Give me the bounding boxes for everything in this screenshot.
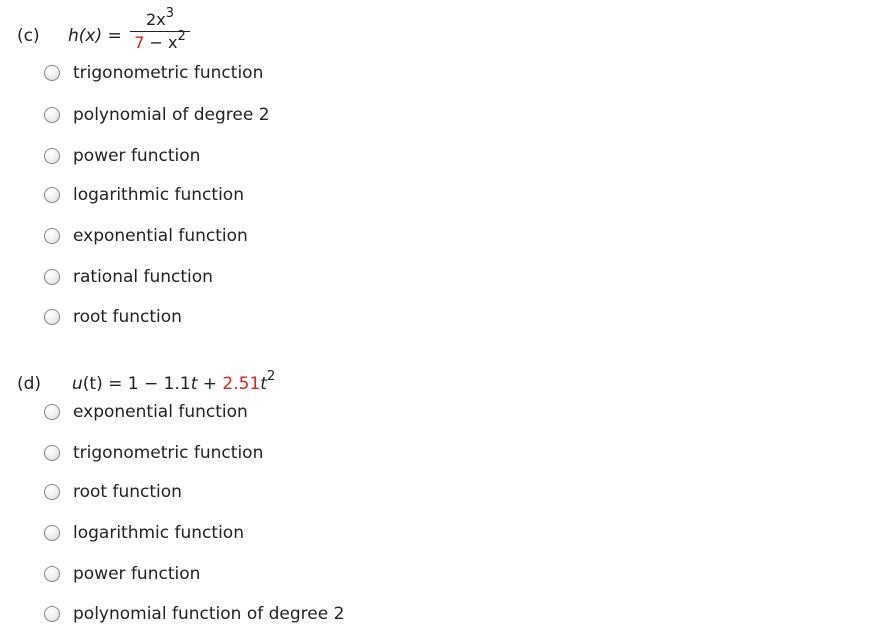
part-d-option[interactable] bbox=[44, 603, 344, 625]
part-c-option[interactable] bbox=[44, 306, 182, 328]
part-c-numerator-exponent: 3 bbox=[165, 5, 174, 21]
part-c-denominator bbox=[130, 28, 190, 53]
part-d-option[interactable] bbox=[44, 522, 244, 544]
option-label: rational function bbox=[73, 267, 213, 287]
part-c-denominator-constant: 7 bbox=[134, 33, 145, 52]
part-c-option[interactable] bbox=[44, 225, 248, 247]
part-c-fraction bbox=[130, 5, 190, 53]
part-d-equation bbox=[72, 369, 276, 394]
option-label: exponential function bbox=[73, 402, 248, 422]
part-d-option[interactable] bbox=[44, 481, 182, 503]
option-label: trigonometric function bbox=[73, 63, 264, 83]
part-c-denominator-exponent: 2 bbox=[177, 28, 186, 44]
radio-button[interactable] bbox=[44, 187, 60, 203]
part-c-option[interactable] bbox=[44, 266, 213, 288]
part-d-option[interactable] bbox=[44, 401, 248, 423]
radio-button[interactable] bbox=[44, 228, 60, 244]
part-c-function-lhs bbox=[68, 26, 122, 46]
part-c-lhs-text: h(x) = bbox=[68, 26, 122, 46]
option-label: logarithmic function bbox=[73, 523, 244, 543]
radio-button[interactable] bbox=[44, 269, 60, 285]
part-d-exponent: 2 bbox=[266, 369, 276, 385]
part-d-function-name: u bbox=[72, 374, 83, 394]
part-c-option[interactable] bbox=[44, 184, 244, 206]
radio-button[interactable] bbox=[44, 404, 60, 420]
part-d-plus: + bbox=[197, 374, 223, 394]
radio-button[interactable] bbox=[44, 445, 60, 461]
part-d-coefficient: 2.51 bbox=[222, 374, 261, 394]
option-label: polynomial of degree 2 bbox=[73, 105, 270, 125]
radio-button[interactable] bbox=[44, 148, 60, 164]
option-label: trigonometric function bbox=[73, 443, 264, 463]
option-label: logarithmic function bbox=[73, 185, 244, 205]
radio-button[interactable] bbox=[44, 566, 60, 582]
part-c-denominator-rest: − x bbox=[144, 33, 178, 52]
radio-button[interactable] bbox=[44, 65, 60, 81]
radio-button[interactable] bbox=[44, 309, 60, 325]
option-label: root function bbox=[73, 482, 182, 502]
option-label: root function bbox=[73, 307, 182, 327]
radio-button[interactable] bbox=[44, 107, 60, 123]
radio-button[interactable] bbox=[44, 484, 60, 500]
option-label: power function bbox=[73, 146, 201, 166]
part-d-option[interactable] bbox=[44, 442, 263, 464]
option-label: power function bbox=[73, 564, 201, 584]
part-d-variable-t2: t bbox=[260, 374, 267, 394]
radio-button[interactable] bbox=[44, 525, 60, 541]
part-d-function-arg: (t) bbox=[82, 374, 103, 394]
part-c-option[interactable] bbox=[44, 104, 270, 126]
part-d-option[interactable] bbox=[44, 563, 200, 585]
part-c-option[interactable] bbox=[44, 145, 200, 167]
part-d-variable-t: t bbox=[190, 374, 198, 394]
part-c-numerator-base: 2x bbox=[146, 10, 166, 29]
part-d-label: (d) bbox=[17, 374, 42, 394]
part-c-option[interactable] bbox=[44, 62, 263, 84]
part-c-label: (c) bbox=[17, 26, 40, 46]
option-label: polynomial function of degree 2 bbox=[73, 604, 345, 624]
option-label: exponential function bbox=[73, 226, 248, 246]
part-d-equation-part1: = 1 − 1.1 bbox=[102, 374, 191, 394]
radio-button[interactable] bbox=[44, 606, 60, 622]
